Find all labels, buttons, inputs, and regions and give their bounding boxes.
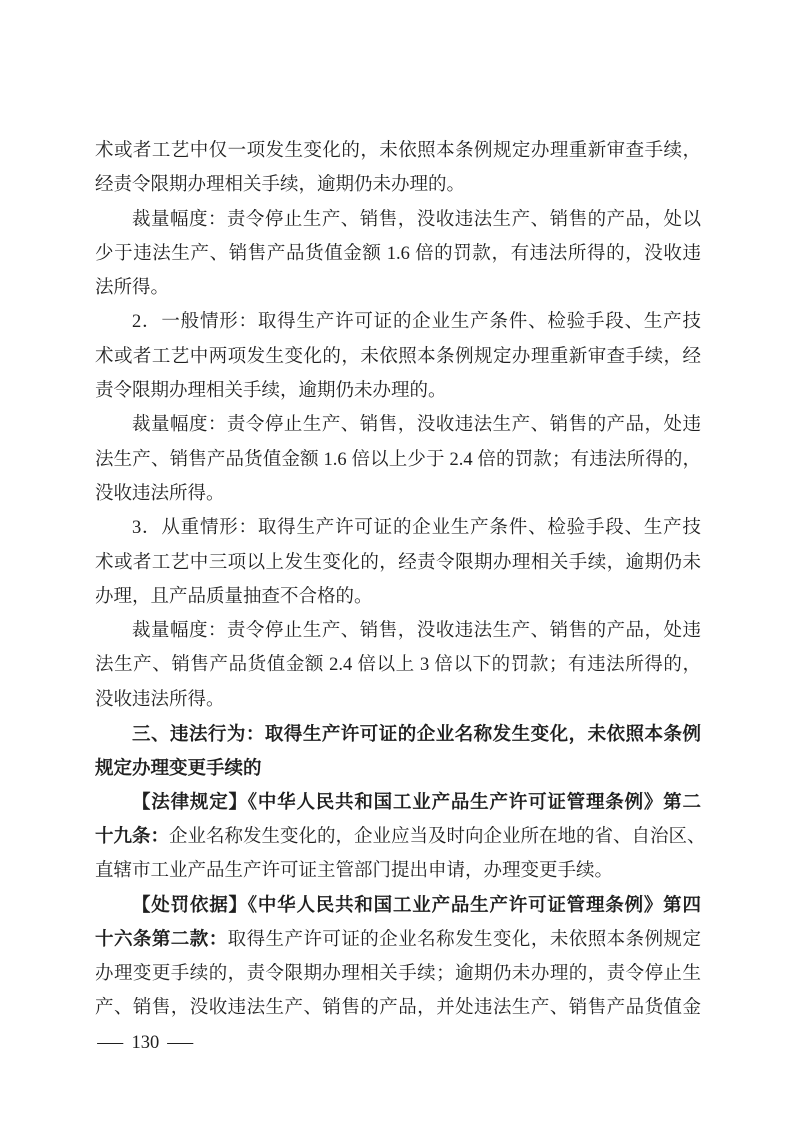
text-run: 产、销售，没收违法生产、销售的产品，并处违法生产、销售产品货值金 (95, 998, 701, 1019)
text-line (95, 203, 701, 237)
text-line (95, 957, 701, 991)
text-run: 法生产、销售产品货值金额 1.6 倍以上少于 2.4 倍的罚款；有违法所得的， (95, 449, 701, 470)
text-run: 取得生产许可证的企业名称发生变化，未依照本条例规定 (227, 929, 701, 950)
text-run: 责令限期办理相关手续，逾期仍未办理的。 (95, 381, 447, 402)
text-run: 办理，且产品质量抽查不合格的。 (95, 586, 373, 607)
text-run-bold: 十九条： (95, 826, 170, 847)
page-footer (95, 1028, 196, 1058)
text-run: 2．一般情形：取得生产许可证的企业生产条件、检验手段、生产技 (132, 312, 701, 333)
text-line (95, 820, 706, 854)
text-run: 企业名称发生变化的，企业应当及时向企业所在地的省、自治区、 (169, 826, 706, 847)
text-run: 没收违法所得。 (95, 689, 225, 710)
text-line (95, 305, 701, 339)
text-run: 少于违法生产、销售产品货值金额 1.6 倍的罚款，有违法所得的，没收违 (95, 243, 701, 264)
document-body (95, 134, 706, 1026)
text-line (95, 134, 701, 168)
text-line (95, 443, 701, 477)
text-run: 办理变更手续的，责令限期办理相关手续；逾期仍未办理的，责令停止生 (95, 964, 701, 985)
text-run: 术或者工艺中两项发生变化的，未依照本条例规定办理重新审查手续，经 (95, 346, 701, 367)
text-line (95, 923, 701, 957)
text-line (95, 991, 701, 1025)
text-line (95, 580, 701, 614)
text-run-bold: 十六条第二款： (95, 929, 228, 950)
text-run: 术或者工艺中三项以上发生变化的，经责令限期办理相关手续，逾期仍未 (95, 552, 701, 573)
text-run: 裁量幅度：责令停止生产、销售，没收违法生产、销售的产品，处违 (132, 621, 701, 642)
text-line (95, 683, 701, 717)
text-run: 裁量幅度：责令停止生产、销售，没收违法生产、销售的产品，处违 (132, 415, 701, 436)
text-run: 裁量幅度：责令停止生产、销售，没收违法生产、销售的产品，处以 (132, 209, 701, 230)
text-run-bold: 三、违法行为：取得生产许可证的企业名称发生变化，未依照本条例 (132, 723, 701, 745)
text-line (95, 889, 701, 923)
text-line (95, 854, 701, 888)
text-line (95, 546, 701, 580)
text-line (95, 511, 701, 545)
text-line (95, 408, 701, 442)
text-line (95, 614, 701, 648)
text-line (95, 751, 701, 785)
text-run-bold: 【法律规定】《中华人民共和国工业产品生产许可证管理条例》第二 (132, 792, 701, 813)
text-line (95, 340, 701, 374)
text-run: 法所得。 (95, 278, 170, 299)
text-line (95, 717, 701, 751)
text-run-bold: 【处罚依据】《中华人民共和国工业产品生产许可证管理条例》第四 (132, 895, 701, 916)
text-run-bold: 规定办理变更手续的 (95, 757, 262, 779)
text-line (95, 271, 701, 305)
text-run: 3．从重情形：取得生产许可证的企业生产条件、检验手段、生产技 (132, 518, 701, 539)
text-line (95, 168, 701, 202)
text-line (95, 477, 701, 511)
footer-dash-left: — (97, 1033, 124, 1053)
text-run: 直辖市工业产品生产许可证主管部门提出申请，办理变更手续。 (95, 861, 614, 882)
footer-dash-right: — (167, 1033, 194, 1053)
text-run: 术或者工艺中仅一项发生变化的，未依照本条例规定办理重新审查手续， (95, 141, 701, 161)
page-number: 130 (131, 1033, 160, 1053)
text-run: 经责令限期办理相关手续，逾期仍未办理的。 (95, 175, 466, 196)
text-line (95, 237, 701, 271)
text-run: 没收违法所得。 (95, 483, 225, 504)
text-run: 法生产、销售产品货值金额 2.4 倍以上 3 倍以下的罚款；有违法所得的， (95, 655, 701, 676)
text-line (95, 648, 701, 682)
text-line (95, 374, 701, 408)
text-line (95, 786, 701, 820)
